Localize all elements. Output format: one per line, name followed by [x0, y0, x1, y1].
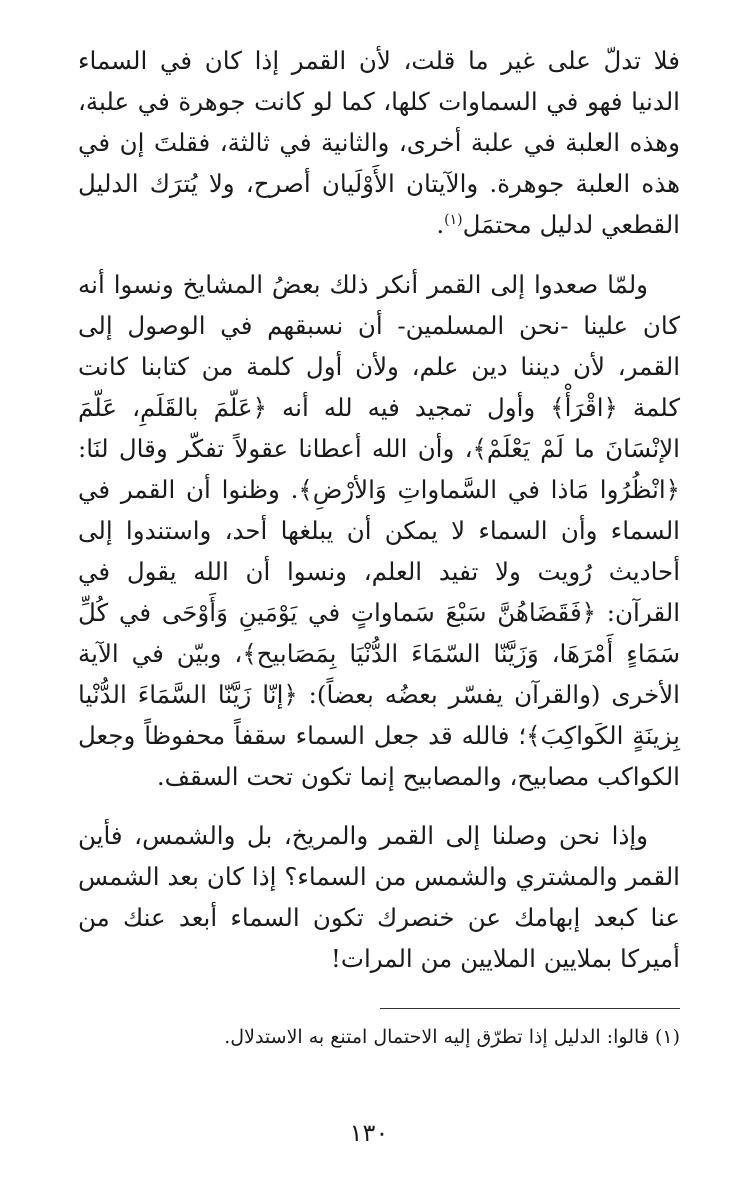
paragraph-1 — [78, 40, 680, 245]
footnote: (١) قالوا: الدليل إذا تطرّق إليه الاحتمال امتنع به الاستدلال. — [224, 1026, 680, 1048]
footnote-reference[interactable]: (١) — [444, 211, 463, 228]
page-number: ١٣٠ — [349, 1119, 389, 1147]
paragraph-1-text: فلا تدلّ على غير ما قلت، لأن القمر إذا كان في السماء الدنيا فهو في السماوات كلها، كما لو كانت جوهرة في علبة، وهذه العلبة في علبة أخرى، والثانية في ثالثة، فقلتَ إن في هذه العلبة جوهرة. والآيتان الأَوْلَيان أصرح، ولا يُترَك الدليل القطعي لدليل محتمَل — [78, 46, 680, 239]
footnote-separator — [380, 1008, 680, 1009]
paragraph-3: وإذا نحن وصلنا إلى القمر والمريخ، بل والشمس، فأين القمر والمشتري والشمس من السماء؟ إذا كان بعد الشمس عنا كبعد إبهامك عن خنصرك تكون السماء أبعد عنك من أميركا بملايين الملايين من المرات! — [78, 821, 680, 973]
paragraph-1-end: . — [436, 210, 445, 239]
paragraph-2: ولمّا صعدوا إلى القمر أنكر ذلك بعضُ المشايخ ونسوا أنه كان علينا -نحن المسلمين- أن نسبقهم في الوصول إلى القمر، لأن ديننا دين علم، ولأن أول كلمة من كتابنا كانت كلمة ﴿اقْرَأْ﴾ وأول تمجيد فيه لله أنه ﴿عَلّمَ بالقَلَمِ، عَلّمَ الإنْسَانَ ما لَمْ يَعْلَمْ﴾، وأن الله أعطانا عقولاً تفكّر وقال لنَا: ﴿انْظُرُوا مَاذا في السَّماواتِ وَالأرْضِ﴾. وظنوا أن القمر في السماء وأن السماء لا يمكن أن يبلغها أحد، واستندوا إلى أحاديث رُويت ولا تفيد العلم، ونسوا أن الله يقول في القرآن: ﴿فَقَضَاهُنَّ سَبْعَ سَماواتٍ في يَوْمَينِ وَأَوْحَى في كُلِّ سَمَاءٍ أَمْرَهَا، وَزَيَّنّا السّمَاءَ الدُّنْيَا بِمَصَابيح﴾، وبيّن في الآية الأخرى (والقرآن يفسّر بعضُه بعضاً): ﴿إنّا زَيَّنّا السَّمَاءَ الدُّنْيا بِزينَةٍ الكَواكِبَ﴾؛ فالله قد جعل السماء سقفاً محفوظاً وجعل الكواكب مصابيح، والمصابيح إنما تكون تحت السقف. — [78, 270, 680, 791]
page-body — [78, 40, 680, 979]
paragraph-gap — [78, 245, 680, 264]
paragraph-gap — [78, 797, 680, 815]
